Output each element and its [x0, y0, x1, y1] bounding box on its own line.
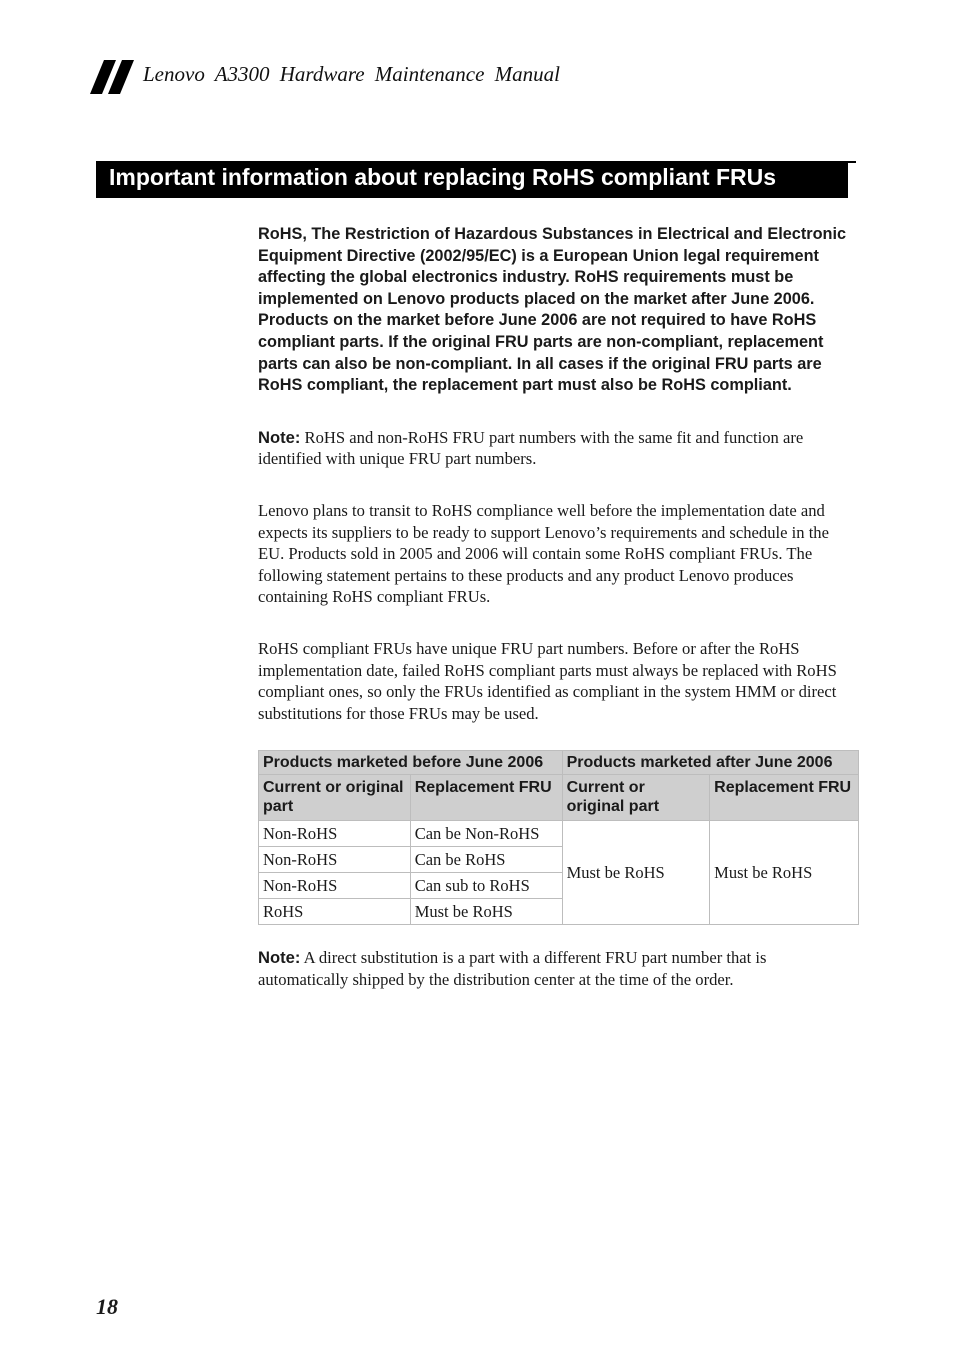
body-paragraph-2: RoHS compliant FRUs have unique FRU part numbers. Before or after the RoHS implementation date, failed RoHS compliant parts must always be replaced with RoHS compliant ones, so only the FRUs identified as compliant in the system HMM or direct substitutions for those FRUs may be used.: [258, 638, 837, 723]
cell-after-replacement-fru: Must be RoHS: [710, 821, 859, 925]
running-header-title: Lenovo A3300 Hardware Maintenance Manual: [143, 62, 561, 86]
note-paragraph-1: [258, 427, 856, 470]
header-replacement-fru-after: Replacement FRU: [710, 775, 859, 821]
rohs-replacement-table: [258, 750, 859, 925]
header-replacement-fru-before: Replacement FRU: [410, 775, 562, 821]
page-number: 18: [96, 1294, 118, 1319]
note-text: A direct substitution is a part with a different FRU part number that is automatically shipped by the distribution center at the time of the order.: [258, 948, 767, 989]
cell-current-part: Non-RoHS: [259, 821, 411, 847]
cell-replacement-fru: Must be RoHS: [410, 899, 562, 925]
header-before-june-2006: Products marketed before June 2006: [259, 751, 563, 775]
body-paragraph-1: Lenovo plans to transit to RoHS compliance well before the implementation date and expects its suppliers to be ready to support Lenovo’s requirements and schedule in the EU. Products sold in 2005 and 2006 will contain some RoHS compliant FRUs. The following statement pertains to these products and any product Lenovo produces containing RoHS compliant FRUs.: [258, 500, 829, 607]
cell-replacement-fru: Can be Non-RoHS: [410, 821, 562, 847]
header-current-part-after: Current or original part: [562, 775, 710, 821]
header-after-june-2006: Products marketed after June 2006: [562, 751, 858, 775]
main-content: [258, 224, 856, 1020]
section-title-rule: [848, 161, 856, 163]
header-current-part-before: Current or original part: [259, 775, 411, 821]
note-label: Note:: [258, 948, 301, 968]
table-group-header-row: [259, 751, 859, 775]
cell-replacement-fru: Can sub to RoHS: [410, 873, 562, 899]
cell-current-part: Non-RoHS: [259, 847, 411, 873]
note-text: RoHS and non-RoHS FRU part numbers with the same fit and function are identified with unique FRU part numbers.: [258, 427, 804, 469]
table-column-header-row: [259, 775, 859, 821]
cell-replacement-fru: Can be RoHS: [410, 847, 562, 873]
cell-current-part: RoHS: [259, 899, 411, 925]
double-slash-logo-icon: [90, 60, 136, 94]
table-row: [259, 821, 859, 847]
note-label: Note:: [258, 427, 301, 447]
intro-paragraph: RoHS, The Restriction of Hazardous Substances in Electrical and Electronic Equipment Directive (2002/95/EC) is a European Union legal requirement affecting the global electronics industry. RoHS requirements must be implemented on Lenovo products placed on the market after June 2006. Products on the market before June 2006 are not required to have RoHS compliant parts. If the original FRU parts are non-compliant, replacement parts can also be non-compliant. In all cases if the original FRU parts are RoHS compliant, the replacement part must also be RoHS compliant.: [258, 225, 847, 395]
note-paragraph-2: [258, 947, 856, 990]
cell-after-current-part: Must be RoHS: [562, 821, 710, 925]
section-title: Important information about replacing RoHS compliant FRUs: [109, 164, 777, 190]
cell-current-part: Non-RoHS: [259, 873, 411, 899]
